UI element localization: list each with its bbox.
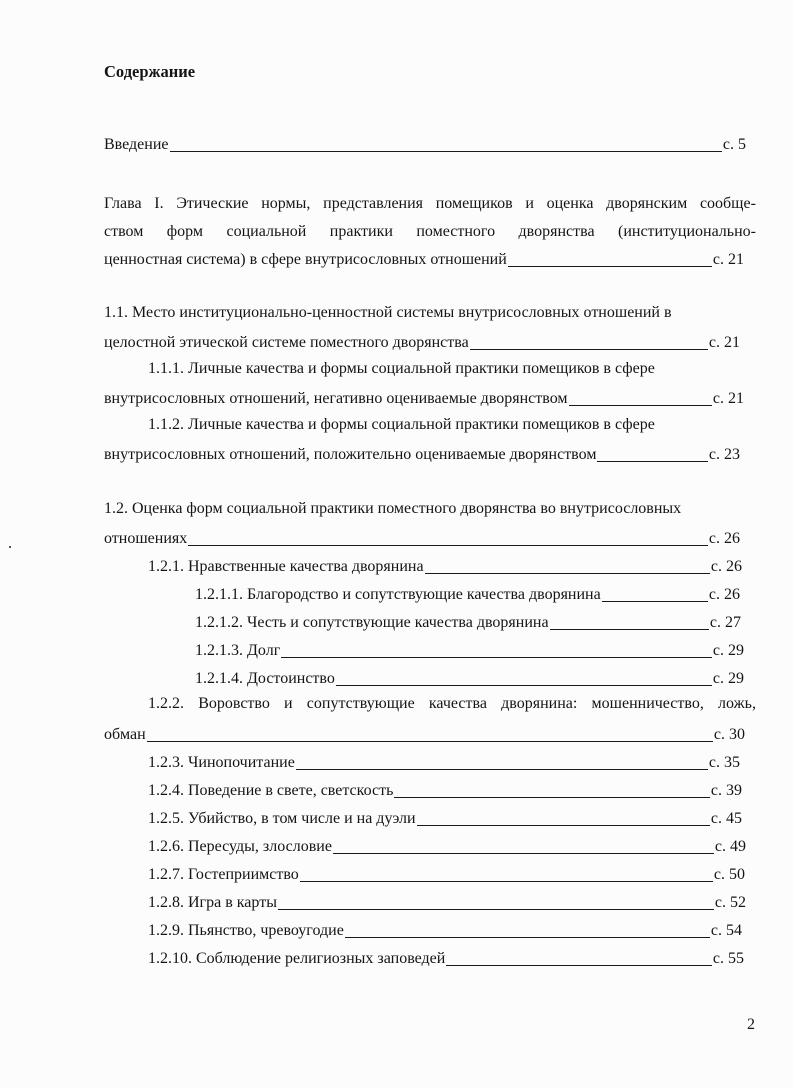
toc-entry-text: 1.2.7. Гостеприимство (148, 866, 299, 883)
toc-entry-chapter-1 (104, 243, 744, 271)
toc-entry-text: 1.2.1.3. Долг (195, 642, 281, 659)
toc-entry-1-2-9 (148, 914, 742, 942)
toc-entry-text: 1.2.1.4. Достоинство (195, 670, 335, 687)
toc-entry-text: целостной этической системе поместного дворянства (104, 334, 469, 351)
toc-entry-text: 1.2.6. Пересуды, злословие (148, 838, 332, 855)
toc-entry-page: с. 50 (713, 866, 745, 883)
toc-entry-1-2-1-3 (195, 634, 744, 662)
toc-entry-page: с. 29 (712, 670, 744, 687)
toc-entry-introduction (104, 128, 746, 156)
toc-entry-page: с. 26 (710, 558, 742, 575)
dot-leader (345, 937, 710, 938)
dot-leader (417, 825, 710, 826)
dot-leader (300, 881, 713, 882)
justified-word: помещиков (435, 195, 513, 212)
justified-word: представления (323, 195, 424, 212)
toc-entry-text: Введение (104, 136, 169, 153)
toc-entry-page: с. 26 (708, 530, 740, 547)
toc-entry-text: 1.2.9. Пьянство, чревоугодие (148, 922, 344, 939)
page-number: 2 (747, 1016, 755, 1033)
toc-entry-page: с. 39 (710, 782, 742, 799)
toc-entry-page: с. 55 (712, 950, 744, 967)
dot-leader (394, 797, 710, 798)
toc-entry-page: с. 45 (710, 810, 742, 827)
toc-entry-page: с. 21 (712, 251, 744, 268)
toc-entry-1-2-6 (148, 830, 746, 858)
toc-entry-text: обман (104, 726, 146, 743)
toc-entry-page: с. 5 (722, 136, 746, 153)
toc-entry-1-2-1-4 (195, 662, 744, 690)
toc-entry-text: 1.2.3. Чинопочитание (148, 754, 295, 771)
page-title: Содержание (104, 62, 196, 81)
toc-entry-text: 1.2.5. Убийство, в том числе и на дуэли (148, 810, 416, 827)
chapter-line-1 (104, 190, 756, 218)
justified-word: Воровство (198, 695, 270, 712)
justified-word: дворянским (606, 195, 688, 212)
justified-word: оценка (546, 195, 594, 212)
justified-word: сообще- (699, 195, 756, 212)
justified-word: и (525, 195, 534, 212)
toc-entry-text: 1.2.1.1. Благородство и сопутствующие качества дворянина (195, 586, 601, 603)
toc-entry-text: 1.2.1.2. Честь и сопутствующие качества дворянина (195, 614, 549, 631)
toc-entry-page: с. 35 (708, 754, 740, 771)
toc-entry-page: с. 29 (712, 642, 744, 659)
justified-word: практики (329, 223, 393, 240)
dot-leader (281, 657, 712, 658)
justified-word: нормы, (261, 195, 311, 212)
toc-entry-1-2-1-2 (195, 606, 741, 634)
dot-leader (569, 405, 712, 406)
toc-entry-1-1-1 (104, 382, 744, 410)
toc-entry-1-2-7 (148, 858, 745, 886)
dot-leader (336, 685, 712, 686)
justified-word: мошенничество, (591, 695, 704, 712)
toc-entry-1-2-1 (148, 550, 742, 578)
toc-entry-1-2-4 (148, 774, 742, 802)
toc-entry-1-2-2 (104, 718, 745, 746)
justified-word: дворянства (518, 223, 595, 240)
toc-entry-text: 1.2.8. Игра в карты (148, 894, 277, 911)
dot-leader (188, 545, 708, 546)
toc-entry-page: с. 26 (708, 586, 740, 603)
section-1-1-2-line-1: 1.1.2. Личные качества и формы социальной практики помещиков в сфере (148, 416, 655, 433)
justified-word: ством (104, 223, 144, 240)
chapter-line-2 (104, 218, 756, 246)
dot-leader (296, 769, 708, 770)
toc-entry-page: с. 52 (714, 894, 746, 911)
dot-leader (446, 965, 712, 966)
justified-word: Глава (104, 195, 142, 212)
toc-entry-page: с. 23 (708, 446, 740, 463)
section-1-2-line-1: 1.2. Оценка форм социальной практики поместного дворянства во внутрисословных (104, 500, 682, 517)
dot-leader (597, 461, 707, 462)
section-1-2-2-line-1 (148, 690, 756, 718)
justified-word: I. (154, 195, 164, 212)
justified-word: (институционально- (617, 223, 756, 240)
justified-word: качества (428, 695, 487, 712)
dot-leader (147, 741, 713, 742)
toc-entry-text: ценностная система) в сфере внутрисословных отношений (104, 251, 507, 268)
toc-entry-page: с. 27 (709, 614, 741, 631)
toc-entry-text: 1.2.1. Нравственные качества дворянина (148, 558, 424, 575)
dot-leader (425, 573, 710, 574)
justified-word: поместного (416, 223, 496, 240)
dot-leader (333, 853, 714, 854)
justified-word: форм (166, 223, 204, 240)
toc-entry-1-2-10 (148, 942, 744, 970)
dot-leader (602, 601, 708, 602)
toc-entry-1-1 (104, 326, 740, 354)
dot-leader (508, 266, 712, 267)
toc-entry-page: с. 21 (712, 390, 744, 407)
justified-word: социальной (226, 223, 307, 240)
justified-word: дворянина: (501, 695, 578, 712)
toc-entry-1-2-8 (148, 886, 746, 914)
justified-word: и (284, 695, 293, 712)
toc-entry-page: с. 21 (708, 334, 740, 351)
justified-word: 1.2.2. (148, 695, 184, 712)
toc-entry-1-2 (104, 522, 740, 550)
scan-speck (9, 546, 11, 548)
section-1-1-line-1: 1.1. Место институционально-ценностной системы внутрисословных отношений в (104, 304, 672, 321)
toc-entry-1-2-5 (148, 802, 742, 830)
dot-leader (470, 349, 708, 350)
toc-entry-text: 1.2.4. Поведение в свете, светскость (148, 782, 394, 799)
justified-word: сопутствующие (306, 695, 415, 712)
toc-entry-page: с. 49 (714, 838, 746, 855)
toc-entry-1-2-3 (148, 746, 740, 774)
toc-entry-1-1-2 (104, 438, 740, 466)
toc-entry-text: внутрисословных отношений, положительно оцениваемые дворянством (104, 446, 597, 463)
justified-word: Этические (176, 195, 249, 212)
toc-entry-text: 1.2.10. Соблюдение религиозных заповедей (148, 950, 446, 967)
toc-entry-text: отношениях (104, 530, 188, 547)
dot-leader (278, 909, 714, 910)
toc-entry-page: с. 30 (713, 726, 745, 743)
dot-leader (550, 629, 709, 630)
section-1-1-1-line-1: 1.1.1. Личные качества и формы социальной практики помещиков в сфере (148, 360, 655, 377)
dot-leader (170, 151, 722, 152)
toc-entry-page: с. 54 (710, 922, 742, 939)
toc-entry-text: внутрисословных отношений, негативно оцениваемые дворянством (104, 390, 568, 407)
toc-entry-1-2-1-1 (195, 578, 740, 606)
justified-word: ложь, (718, 695, 756, 712)
